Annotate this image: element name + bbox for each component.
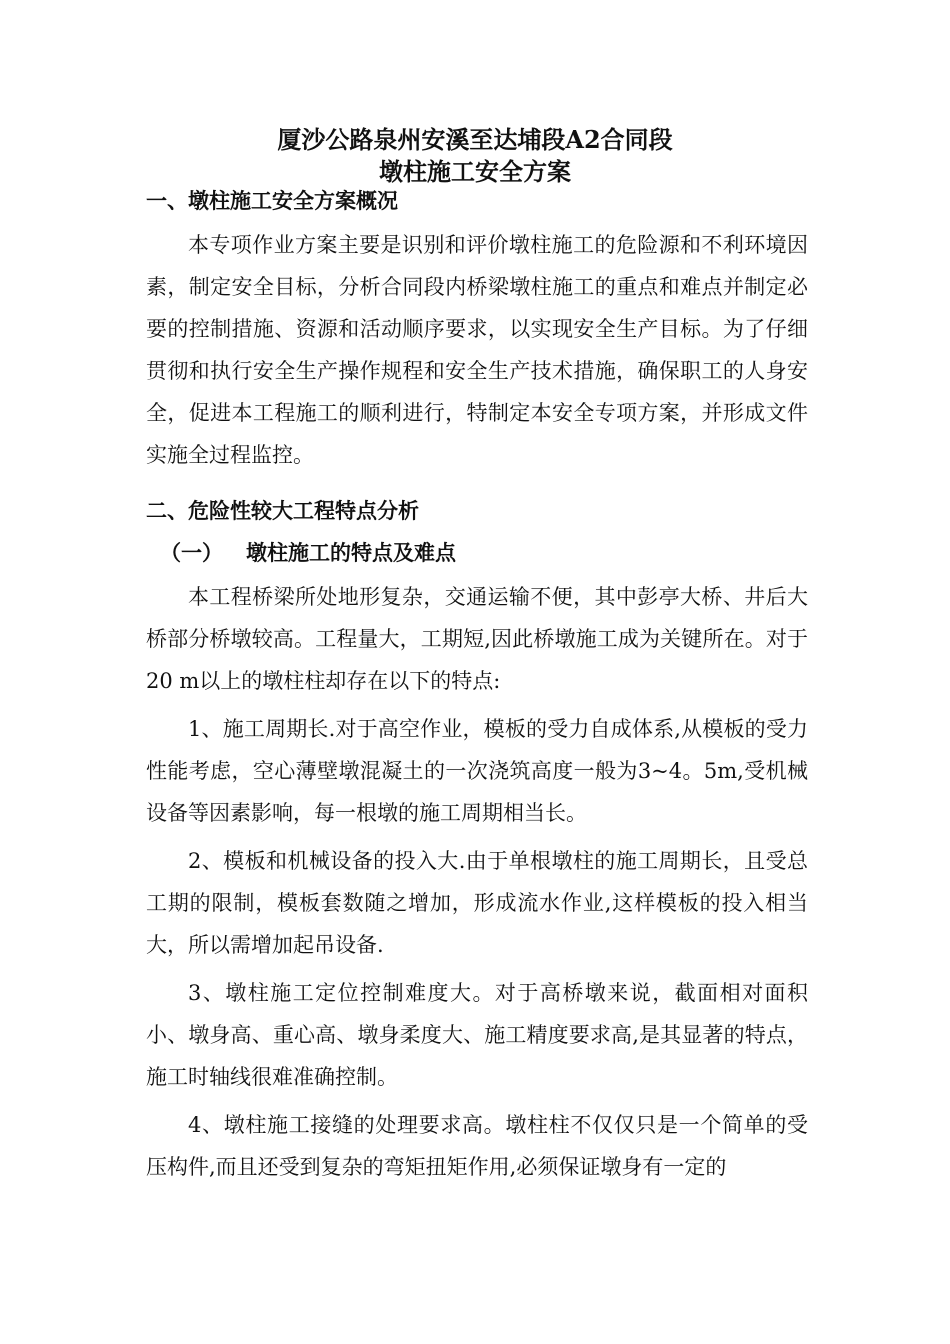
subsection-1-paragraph-2: 1、施工周期长.对于高空作业，模板的受力自成体系,从模板的受力性能考虑，空心薄壁墩混凝土的一次浇筑高度一般为3~4。5m,受机械设备等因素影响，每一根墩的施工周期相当长。 <box>146 717 808 825</box>
subsection-1-title: 墩柱施工的特点及难点 <box>246 540 456 565</box>
subsection-1-paragraph-5: 4、墩柱施工接缝的处理要求高。墩柱柱不仅仅只是一个简单的受压构件,而且还受到复杂的弯矩扭矩作用,必须保证墩身有一定的 <box>146 1113 808 1179</box>
subsection-1-number: （一） <box>160 540 223 565</box>
section-2-heading: 二、危险性较大工程特点分析 <box>146 498 419 523</box>
section-1-heading: 一、墩柱施工安全方案概况 <box>146 188 398 213</box>
document-title-line1: 厦沙公路泉州安溪至达埔段A2合同段 <box>277 125 673 154</box>
document-title-line2: 墩柱施工安全方案 <box>379 157 571 186</box>
subsection-1-paragraph-3: 2、模板和机械设备的投入大.由于单根墩柱的施工周期长，且受总工期的限制，模板套数随之增加，形成流水作业,这样模板的投入相当大，所以需增加起吊设备. <box>146 849 808 957</box>
section-1-paragraph-1: 本专项作业方案主要是识别和评价墩柱施工的危险源和不利环境因素，制定安全目标，分析合同段内桥梁墩柱施工的重点和难点并制定必要的控制措施、资源和活动顺序要求，以实现安全生产目标。为了仔细贯彻和执行安全生产操作规程和安全生产技术措施，确保职工的人身安全，促进本工程施工的顺利进行，特制定本安全专项方案，并形成文件实施全过程监控。 <box>146 233 808 467</box>
subsection-1-heading <box>160 539 456 567</box>
subsection-1-paragraph-1: 本工程桥梁所处地形复杂，交通运输不便，其中彭亭大桥、井后大桥部分桥墩较高。工程量大，工期短,因此桥墩施工成为关键所在。对于20 m以上的墩柱柱却存在以下的特点: <box>146 585 808 693</box>
subsection-1-paragraph-4: 3、墩柱施工定位控制难度大。对于高桥墩来说，截面相对面积小、墩身高、重心高、墩身柔度大、施工精度要求高,是其显著的特点，施工时轴线很难准确控制。 <box>146 981 808 1089</box>
